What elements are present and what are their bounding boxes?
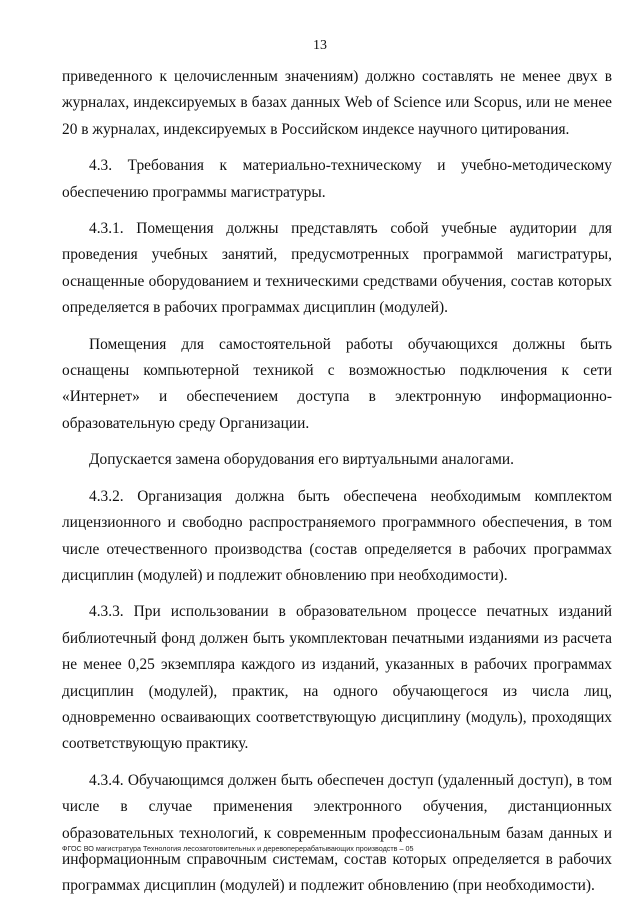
document-body [62, 64, 612, 910]
page-footer: ФГОС ВО магистратура Технология лесозаготовительных и деревоперерабатывающих производств – 05 [62, 844, 414, 853]
paragraph-section-4-3-4: 4.3.4. Обучающимся должен быть обеспечен доступ (удаленный доступ), в том числе в случае применения электронного обучения, дистанционных образовательных технологий, к современным профессиональным базам данных и информационным справочным системам, состав которых определяется в рабочих программах дисциплин (модулей) и подлежит обновлению (при необходимости). [62, 771, 612, 895]
paragraph-continuation: приведенного к целочисленным значениям) должно составлять не менее двух в журналах, индексируемых в базах данных Web of Science или Scopus, или не менее 20 в журналах, индексируемых в Российском индексе научного цитирования. [62, 68, 612, 138]
paragraph-section-4-3-3: 4.3.3. При использовании в образовательном процессе печатных изданий библиотечный фонд должен быть укомплектован печатными изданиями из расчета не менее 0,25 экземпляра каждого из изданий, указанных в рабочих программах дисциплин (модулей), практик, на одного обучающегося из числа лиц, одновременно осваивающих соответствующую дисциплину (модуль), проходящих соответствующую практику. [62, 603, 612, 753]
paragraph-section-4-3-2: 4.3.2. Организация должна быть обеспечена необходимым комплектом лицензионного и свободно распространяемого программного обеспечения, в том числе отечественного производства (состав определяется в рабочих программах дисциплин (модулей) и подлежит обновлению при необходимости). [62, 487, 612, 584]
paragraph-self-study-rooms: Помещения для самостоятельной работы обучающихся должны быть оснащены компьютерной техникой с возможностью подключения к сети «Интернет» и обеспечением доступа в электронную информационно-образовательную среду Организации. [62, 335, 612, 432]
paragraph-section-4-3-1: 4.3.1. Помещения должны представлять собой учебные аудитории для проведения учебных занятий, предусмотренных программой магистратуры, оснащенные оборудованием и техническими средствами обучения, состав которых определяется в рабочих программах дисциплин (модулей). [62, 220, 612, 317]
page-number: 13 [313, 38, 327, 53]
paragraph-section-4-3: 4.3. Требования к материально-техническому и учебно-методическому обеспечению программы магистратуры. [62, 157, 612, 201]
paragraph-virtual-analogs: Допускается замена оборудования его виртуальными аналогами. [89, 451, 514, 469]
